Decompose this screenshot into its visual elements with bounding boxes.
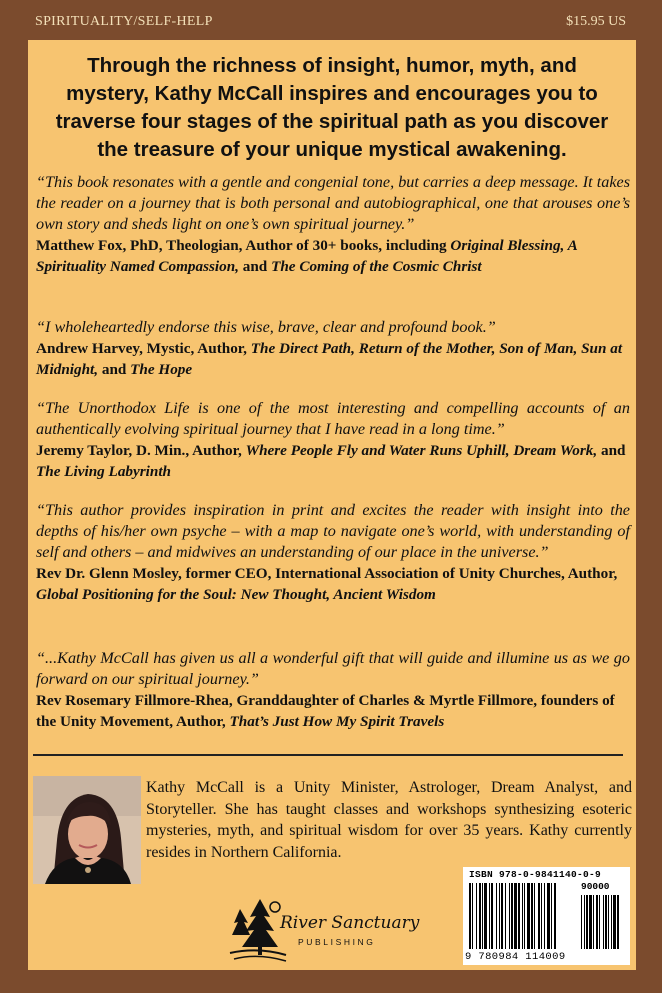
barcode-bar (522, 883, 523, 949)
barcode-bar (527, 883, 530, 949)
barcode-bar (511, 883, 513, 949)
barcode-bar (509, 883, 510, 949)
barcode-bar (534, 883, 535, 949)
barcode-bar (538, 883, 540, 949)
barcode-bar (514, 883, 517, 949)
section-divider (33, 754, 623, 756)
content-panel (28, 40, 636, 970)
barcode-bar (524, 883, 525, 949)
endorsement-attribution: Rev Dr. Glenn Mosley, former CEO, International Association of Unity Churches, Author, Global Positioning for the Soul: New Thought, Ancient Wisdom (36, 565, 618, 603)
price-label: $15.95 US (566, 14, 626, 29)
endorsement-attribution: Rev Rosemary Fillmore-Rhea, Granddaughter of Charles & Myrtle Fillmore, founders of the Unity Movement, Author, That’s Just How My Spirit Travels (36, 692, 615, 730)
barcode-bar (482, 883, 483, 949)
endorsement-attribution: Matthew Fox, PhD, Theologian, Author of 30+ books, including Original Blessing, A Spirituality Named Compassion, and The Coming of the Cosmic Christ (36, 237, 577, 275)
addon-bar (605, 895, 607, 949)
pitch-line: traverse four stages of the spiritual path as you discover (55, 110, 609, 133)
addon-bar (584, 895, 585, 949)
book-pitch (28, 52, 636, 164)
barcode-bar (472, 883, 473, 949)
barcode-bar (476, 883, 477, 949)
barcode-bar (489, 883, 490, 949)
barcode-bar (484, 883, 487, 949)
publisher-name: River Sanctuary (280, 913, 420, 933)
addon-bar (596, 895, 598, 949)
author-bio: Kathy McCall is a Unity Minister, Astrologer, Dream Analyst, and Storyteller. She has taught classes and workshops synthesizing esoteric mysteries, myth, and spiritual wisdom for over 35 years. Kathy currently resides in Northern California. (146, 779, 632, 861)
pitch-line: Through the richness of insight, humor, myth, and (87, 54, 577, 77)
barcode-bar (499, 883, 500, 949)
barcode-bar (505, 883, 506, 949)
barcode-bar (554, 883, 556, 949)
barcode-bar (501, 883, 503, 949)
tree-icon (228, 895, 288, 965)
price-code: 90000 (581, 881, 610, 892)
addon-bar (608, 895, 609, 949)
endorsement-attribution: Andrew Harvey, Mystic, Author, The Direct Path, Return of the Mother, Son of Man, Sun at Midnight, and The Hope (36, 340, 623, 378)
addon-bar (603, 895, 604, 949)
endorsement-attribution: Jeremy Taylor, D. Min., Author, Where People Fly and Water Runs Uphill, Dream Work, and The Living Labyrinth (36, 442, 626, 480)
category-label: SPIRITUALITY/SELF-HELP (35, 14, 213, 29)
barcode-bar (544, 883, 545, 949)
barcode-bar (496, 883, 497, 949)
endorsement-quote: “The Unorthodox Life is one of the most interesting and compelling accounts of an authentically evolving spiritual journey that I have read in a long time.” (36, 399, 630, 438)
barcode-digits: 9 780984 114009 (465, 951, 566, 963)
barcode-bar (479, 883, 481, 949)
addon-bar (617, 895, 619, 949)
barcode-bar (531, 883, 533, 949)
cover-header (0, 0, 662, 40)
pitch-line: the treasure of your unique mystical awakening. (97, 138, 567, 161)
addon-bar (581, 895, 582, 949)
endorsement-taylor (36, 398, 630, 482)
addon-bar (611, 895, 612, 949)
pitch-line: mystery, Kathy McCall inspires and encourages you to (66, 82, 598, 105)
endorsement-quote: “This book resonates with a gentle and congenial tone, but carries a deep message. It takes the reader on a journey that is both personal and autobiographical, one that arouses one’s own story and sheds light on one’s own spiritual journey.” (36, 173, 630, 233)
barcode-bar (541, 883, 542, 949)
addon-bar (589, 895, 592, 949)
endorsement-quote: “...Kathy McCall has given us all a wonderful gift that will guide and illumine us as we go forward on our spiritual journey.” (36, 649, 630, 688)
isbn-barcode (463, 867, 630, 965)
addon-bar (613, 895, 616, 949)
barcode-bar (547, 883, 550, 949)
barcode-bar (551, 883, 552, 949)
addon-bar (586, 895, 588, 949)
author-photo (33, 776, 141, 884)
endorsement-harvey (36, 317, 630, 380)
barcode-bar (491, 883, 493, 949)
isbn-label: ISBN 978-0-9841140-0-9 (469, 869, 602, 880)
barcode-bar (518, 883, 520, 949)
publisher-logo (228, 895, 428, 965)
endorsement-quote: “I wholeheartedly endorse this wise, brave, clear and profound book.” (36, 318, 496, 336)
barcode-bar (469, 883, 471, 949)
addon-bar (593, 895, 594, 949)
endorsement-quote: “This author provides inspiration in print and excites the reader with insight into the depths of his/her own psyche – with a map to navigate one’s world, with understanding of self and others – and midwives an understanding of our place in the universe.” (36, 501, 630, 561)
endorsement-fox (36, 172, 630, 277)
endorsement-fillmore-rhea (36, 648, 630, 732)
addon-bar (599, 895, 600, 949)
publisher-tagline: PUBLISHING (298, 937, 376, 947)
endorsement-mosley (36, 500, 630, 605)
